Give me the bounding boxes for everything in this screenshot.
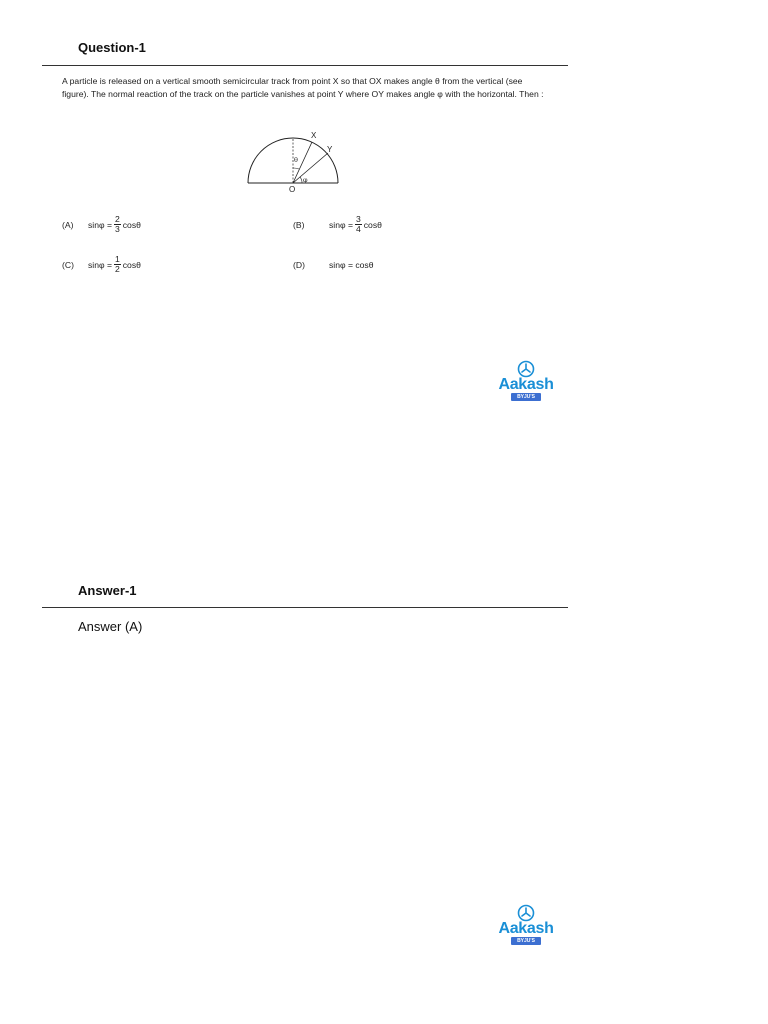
option-b-lhs: sinφ = bbox=[329, 219, 353, 230]
option-c-denominator: 2 bbox=[114, 264, 120, 274]
answer-divider bbox=[42, 607, 568, 608]
option-c-label: (C) bbox=[62, 259, 74, 270]
option-b-fraction bbox=[355, 215, 362, 234]
option-c-numerator: 1 bbox=[114, 254, 120, 264]
option-c bbox=[62, 255, 141, 274]
option-d-expression bbox=[329, 260, 374, 270]
aakash-logo-text: Aakash bbox=[498, 920, 554, 937]
option-b-numerator: 3 bbox=[355, 214, 361, 224]
label-o: O bbox=[289, 185, 296, 194]
option-c-fraction bbox=[114, 255, 121, 274]
option-a-numerator: 2 bbox=[114, 214, 120, 224]
byjus-badge: BYJU'S bbox=[511, 393, 541, 401]
option-a-label: (A) bbox=[62, 219, 74, 230]
answer-heading: Answer-1 bbox=[78, 583, 137, 598]
option-b-denominator: 4 bbox=[355, 224, 361, 234]
label-y: Y bbox=[327, 145, 333, 154]
option-d-label: (D) bbox=[293, 260, 305, 270]
aakash-logo-footer bbox=[494, 904, 558, 952]
question-text: A particle is released on a vertical smooth semicircular track from point X so that OX makes angle θ from the vertical (see figure). The normal reaction of the track on the particle vanishes at point Y where OY makes angle φ with the horizontal. Then : bbox=[62, 76, 544, 99]
phi-arc bbox=[300, 177, 302, 183]
option-c-rhs: cosθ bbox=[122, 259, 141, 270]
option-a-fraction bbox=[114, 215, 121, 234]
option-b-label: (B) bbox=[293, 219, 305, 230]
question-divider bbox=[42, 65, 568, 66]
aakash-logo-text: Aakash bbox=[498, 376, 554, 393]
theta-arc bbox=[293, 168, 299, 169]
option-b-rhs: cosθ bbox=[363, 219, 382, 230]
label-x: X bbox=[311, 131, 317, 140]
option-a-denominator: 3 bbox=[114, 224, 120, 234]
option-a-lhs: sinφ = bbox=[88, 219, 112, 230]
byjus-badge: BYJU'S bbox=[511, 937, 541, 945]
label-phi: φ bbox=[303, 176, 308, 184]
oy-line bbox=[293, 153, 328, 183]
option-d bbox=[293, 260, 374, 270]
option-a-rhs: cosθ bbox=[122, 219, 141, 230]
option-c-lhs: sinφ = bbox=[88, 259, 112, 270]
semicircle-figure bbox=[242, 128, 342, 194]
answer-text: Answer (A) bbox=[78, 619, 143, 634]
option-b bbox=[293, 215, 382, 234]
option-a-expression bbox=[88, 215, 141, 234]
label-theta: θ bbox=[294, 156, 298, 164]
aakash-logo bbox=[494, 360, 558, 408]
option-c-expression bbox=[88, 255, 141, 274]
option-d-lhs: sinφ = cosθ bbox=[329, 260, 374, 270]
question-heading: Question-1 bbox=[78, 40, 146, 55]
option-b-expression bbox=[329, 215, 382, 234]
option-a bbox=[62, 215, 141, 234]
